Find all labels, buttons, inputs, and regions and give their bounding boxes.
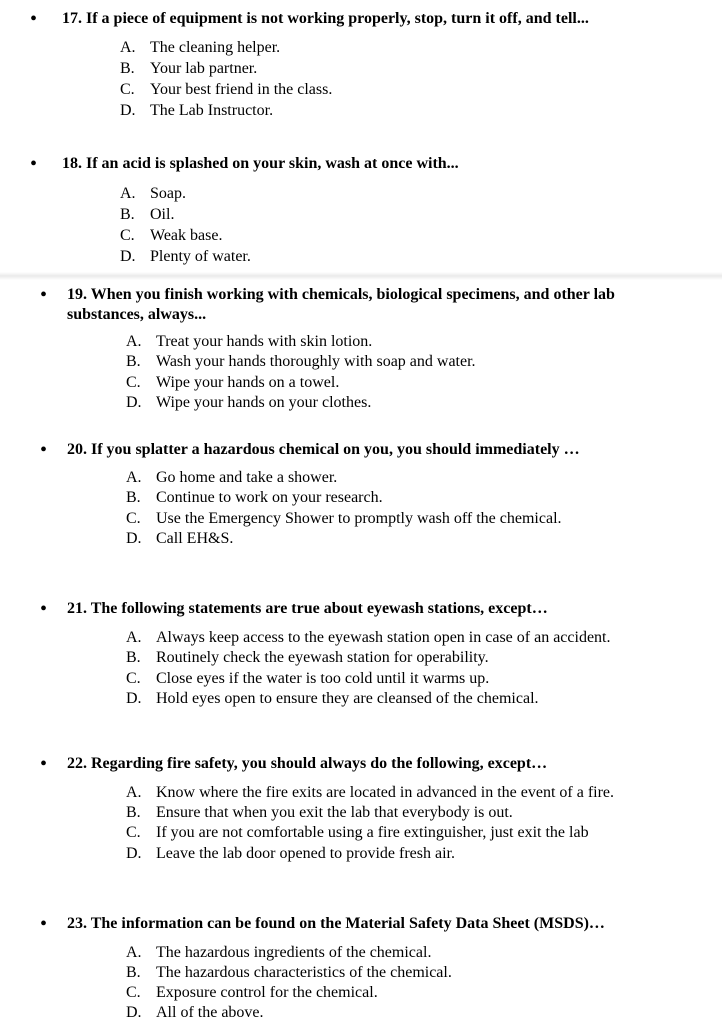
option-text: The hazardous characteristics of the chemical. — [156, 964, 452, 981]
option-letter: D. — [126, 690, 142, 707]
option-letter: C. — [126, 374, 141, 391]
option-text: Wipe your hands on your clothes. — [156, 394, 372, 411]
option-text: Exposure control for the chemical. — [156, 984, 378, 1001]
option-letter: A. — [126, 333, 142, 350]
option-b — [120, 59, 257, 79]
question-line: When you finish working with chemicals, biological specimens, and other lab — [90, 286, 615, 303]
option-letter: C. — [120, 81, 135, 98]
option-c — [126, 983, 378, 1003]
option-letter: D. — [126, 394, 142, 411]
question-text-continued — [67, 305, 206, 325]
option-text: All of the above. — [156, 1004, 264, 1021]
bullet: • — [40, 284, 48, 306]
question-text — [67, 599, 548, 619]
option-letter: A. — [120, 39, 136, 56]
question-number: 20. — [67, 441, 87, 458]
option-text: Close eyes if the water is too cold until it warms up. — [156, 670, 490, 687]
option-text: Soap. — [150, 185, 186, 202]
bullet: • — [40, 598, 48, 620]
option-c — [126, 509, 562, 529]
option-d — [126, 1003, 264, 1023]
option-b — [126, 488, 383, 508]
question-number: 19. — [67, 286, 87, 303]
question-line: The following statements are true about eyewash stations, except… — [90, 600, 548, 617]
option-text: Use the Emergency Shower to promptly wash off the chemical. — [156, 510, 562, 527]
question-line: substances, always... — [67, 306, 207, 323]
question-text — [62, 154, 459, 174]
question-text — [67, 285, 615, 305]
option-text: The hazardous ingredients of the chemical. — [156, 944, 432, 961]
bullet: • — [40, 439, 48, 461]
option-text: Your best friend in the class. — [150, 81, 333, 98]
option-letter: B. — [126, 964, 141, 981]
option-text: Know where the fire exits are located in advanced in the event of a fire. — [156, 784, 615, 801]
option-c — [126, 373, 339, 393]
option-text: Ensure that when you exit the lab that everybody is out. — [156, 804, 513, 821]
option-a — [126, 943, 431, 963]
option-letter: D. — [120, 248, 136, 265]
page-break-separator — [0, 272, 722, 280]
option-text: Leave the lab door opened to provide fresh air. — [156, 845, 455, 862]
option-a — [120, 38, 280, 58]
option-letter: B. — [126, 804, 141, 821]
option-d — [126, 529, 233, 549]
option-b — [126, 963, 452, 983]
option-text: The Lab Instructor. — [150, 102, 274, 119]
option-a — [126, 332, 372, 352]
option-text: Oil. — [150, 206, 175, 223]
option-letter: C. — [126, 824, 141, 841]
option-letter: D. — [120, 102, 136, 119]
option-text: Always keep access to the eyewash station open in case of an accident. — [156, 629, 611, 646]
option-text: Wash your hands thoroughly with soap and water. — [156, 353, 476, 370]
option-text: Wipe your hands on a towel. — [156, 374, 340, 391]
question-number: 18. — [62, 155, 82, 172]
option-letter: C. — [126, 510, 141, 527]
option-text: Treat your hands with skin lotion. — [156, 333, 373, 350]
option-c — [126, 823, 589, 843]
option-d — [120, 101, 273, 121]
option-a — [126, 783, 614, 803]
option-b — [126, 803, 513, 823]
option-text: Go home and take a shower. — [156, 469, 338, 486]
option-b — [120, 205, 174, 225]
bullet: • — [40, 753, 48, 775]
question-text — [67, 914, 605, 934]
option-d — [120, 247, 251, 267]
option-d — [126, 393, 371, 413]
option-text: Hold eyes open to ensure they are cleansed of the chemical. — [156, 690, 539, 707]
bullet: • — [30, 8, 38, 30]
option-letter: D. — [126, 530, 142, 547]
option-text: Continue to work on your research. — [156, 489, 383, 506]
option-d — [126, 844, 455, 864]
option-letter: A. — [126, 944, 142, 961]
option-letter: A. — [126, 629, 142, 646]
question-line: Regarding fire safety, you should always do the following, except… — [91, 755, 548, 772]
option-letter: A. — [126, 469, 142, 486]
question-number: 23. — [67, 915, 87, 932]
question-text — [67, 440, 580, 460]
option-a — [120, 184, 186, 204]
option-letter: D. — [126, 1004, 142, 1021]
option-text: Your lab partner. — [150, 60, 258, 77]
option-letter: B. — [126, 489, 141, 506]
option-b — [126, 352, 476, 372]
option-text: Weak base. — [150, 227, 223, 244]
question-number: 17. — [62, 10, 82, 27]
option-text: Call EH&S. — [156, 530, 234, 547]
option-text: If you are not comfortable using a fire extinguisher, just exit the lab — [156, 824, 589, 841]
option-letter: C. — [120, 227, 135, 244]
option-letter: A. — [120, 185, 136, 202]
question-line: If an acid is splashed on your skin, wash at once with... — [86, 155, 459, 172]
option-c — [120, 226, 222, 246]
question-text — [62, 9, 589, 29]
option-c — [126, 669, 489, 689]
question-text — [67, 754, 547, 774]
option-b — [126, 648, 489, 668]
option-c — [120, 80, 332, 100]
option-letter: A. — [126, 784, 142, 801]
option-letter: C. — [126, 984, 141, 1001]
option-a — [126, 628, 611, 648]
option-d — [126, 689, 539, 709]
question-number: 22. — [67, 755, 87, 772]
option-letter: B. — [120, 60, 135, 77]
option-letter: D. — [126, 845, 142, 862]
question-line: If you splatter a hazardous chemical on you, you should immediately … — [91, 441, 580, 458]
question-number: 21. — [67, 600, 87, 617]
option-text: Plenty of water. — [150, 248, 251, 265]
option-letter: B. — [120, 206, 135, 223]
question-line: The information can be found on the Material Safety Data Sheet (MSDS)… — [90, 915, 605, 932]
question-line: If a piece of equipment is not working properly, stop, turn it off, and tell... — [86, 10, 589, 27]
option-a — [126, 468, 337, 488]
option-text: The cleaning helper. — [150, 39, 281, 56]
option-letter: B. — [126, 649, 141, 666]
option-letter: C. — [126, 670, 141, 687]
option-text: Routinely check the eyewash station for operability. — [156, 649, 489, 666]
bullet: • — [30, 153, 38, 175]
option-letter: B. — [126, 353, 141, 370]
bullet: • — [40, 913, 48, 935]
